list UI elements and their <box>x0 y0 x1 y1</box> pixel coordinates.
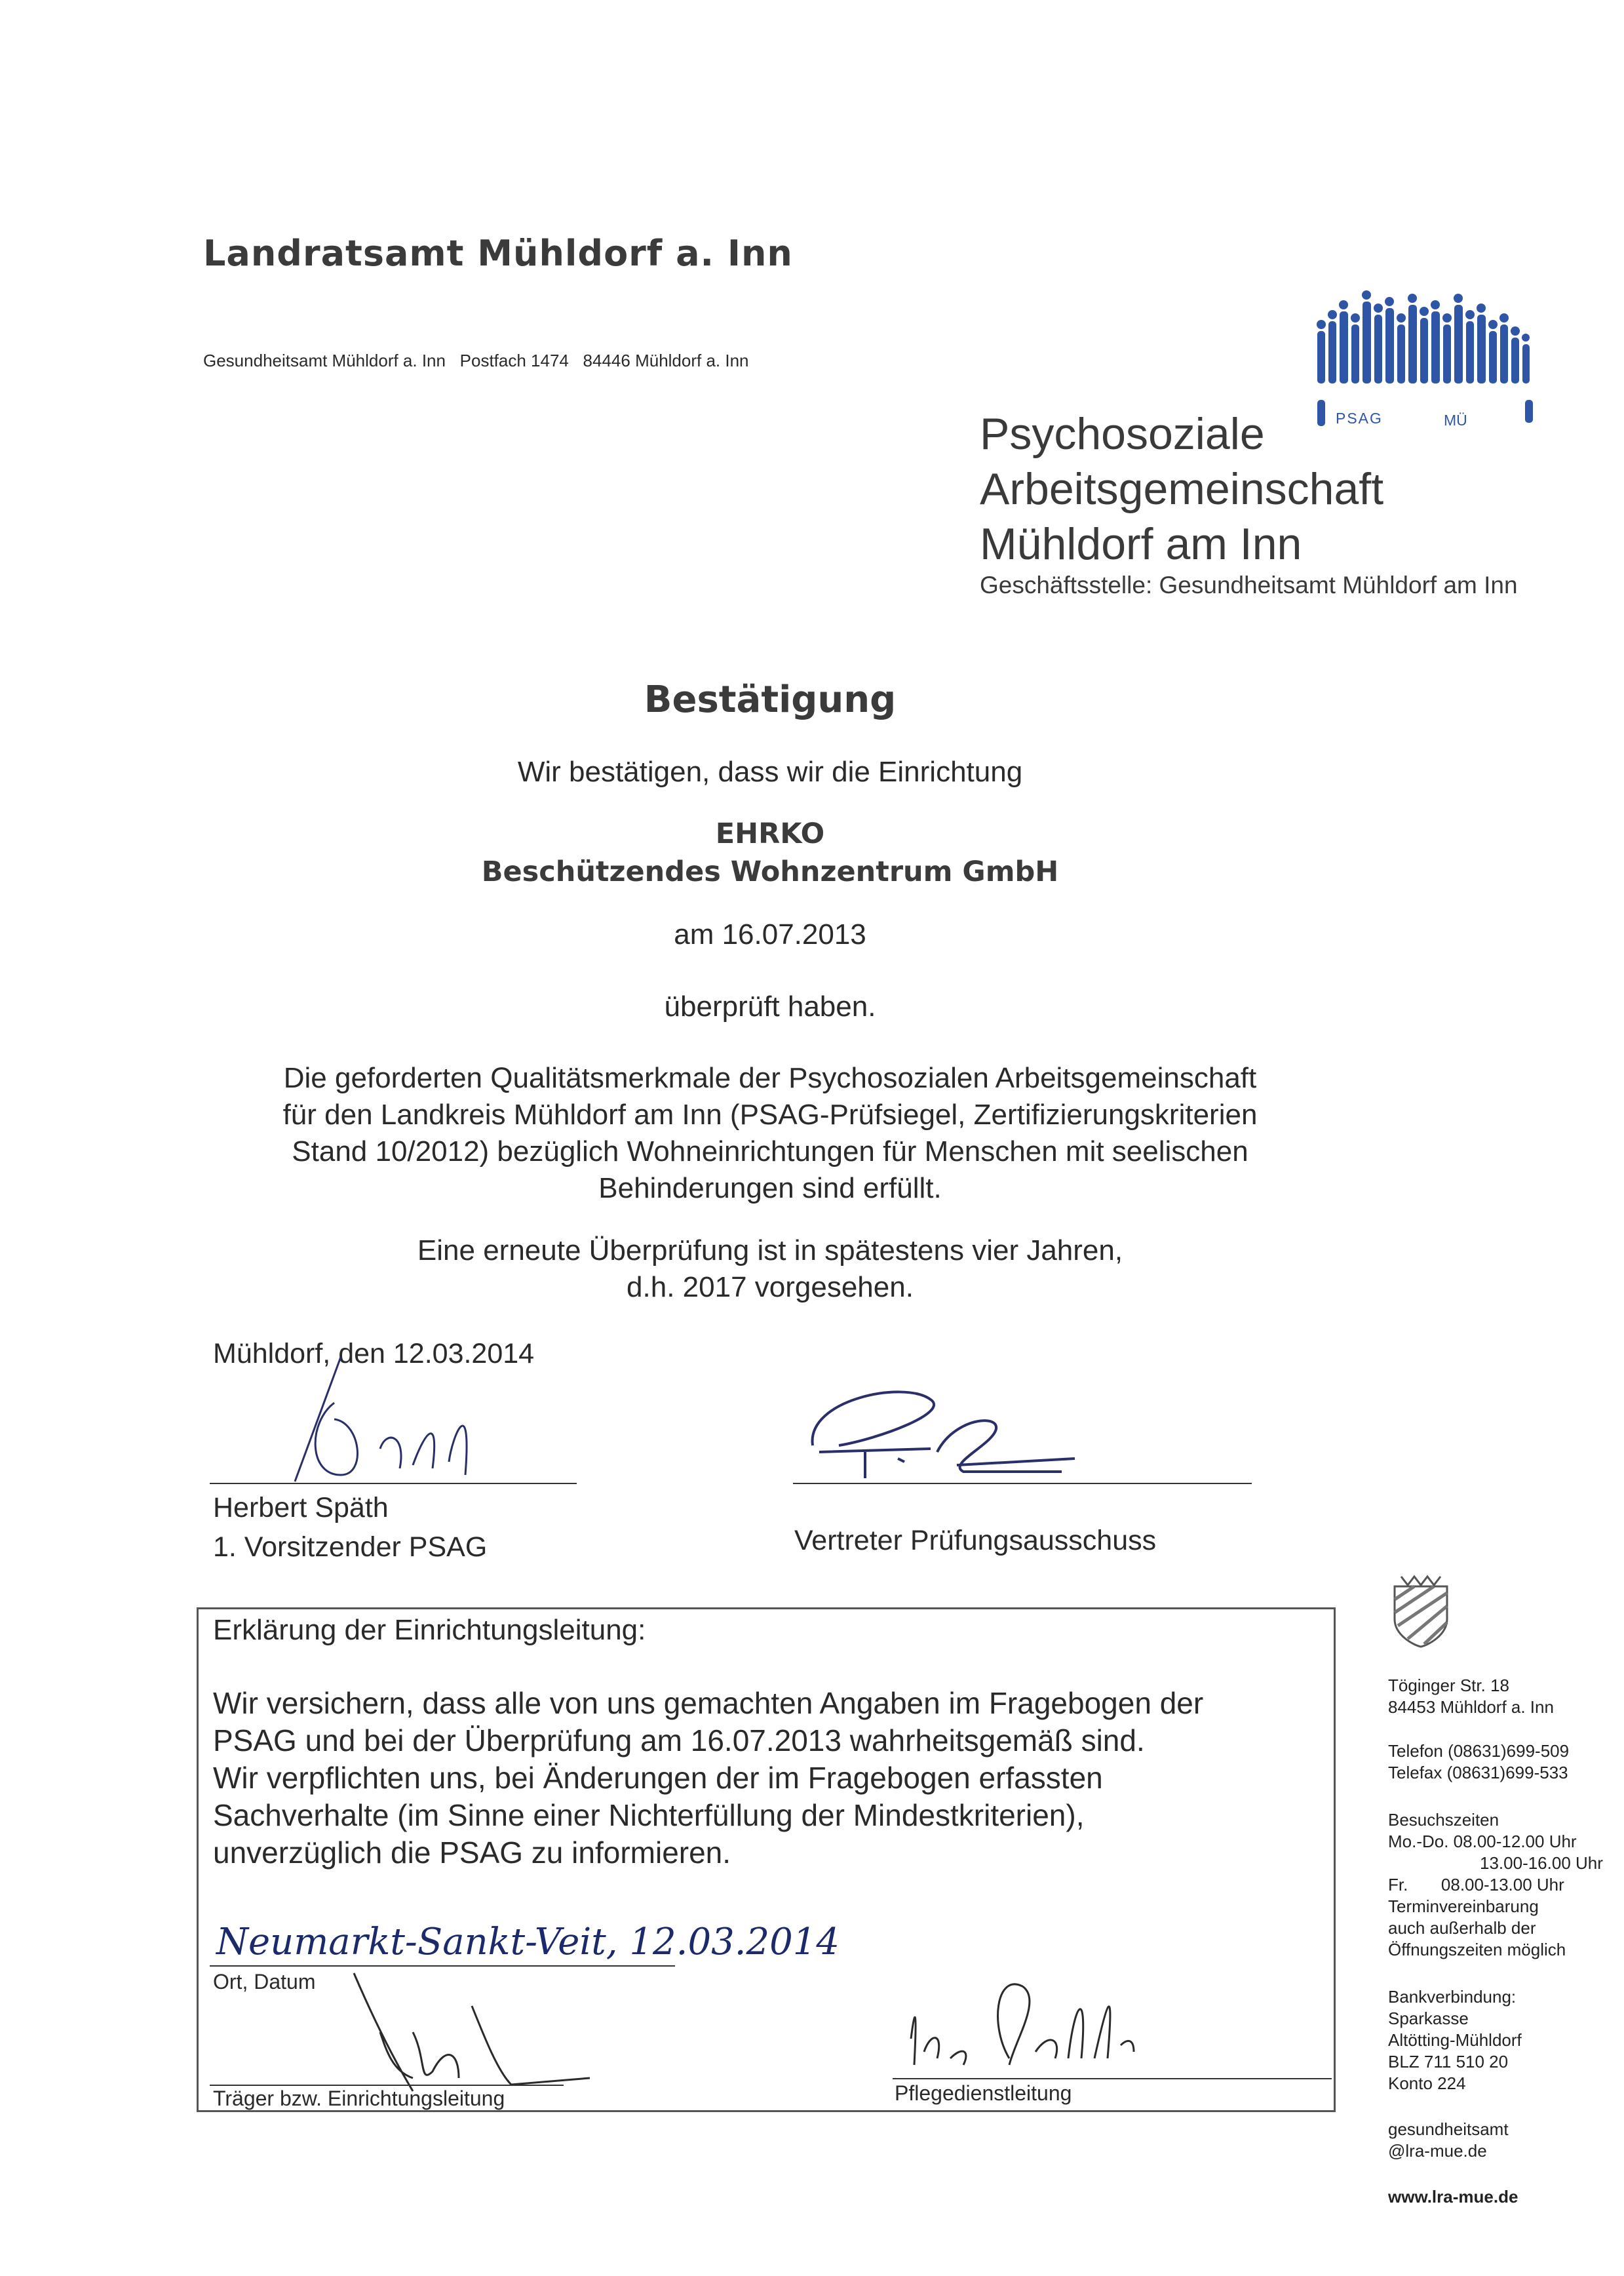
signature-left <box>282 1350 518 1495</box>
psag-name-line: Arbeitsgemeinschaft <box>980 464 1384 514</box>
criteria-line: Behinderungen sind erfüllt. <box>598 1172 942 1204</box>
signature-line-carrier <box>210 2085 564 2086</box>
criteria-line: Stand 10/2012) bezüglich Wohneinrichtungen für Menschen mit seelischen <box>292 1135 1248 1167</box>
signature-carrier <box>315 1967 609 2098</box>
sidebar-line: Bankverbindung: <box>1388 1987 1517 2007</box>
nursing-label: Pflegedienstleitung <box>895 2081 1072 2105</box>
signatory-left <box>213 1488 487 1567</box>
sidebar-line: Konto 224 <box>1388 2073 1466 2093</box>
sidebar-line: Mo.-Do. 08.00-12.00 Uhr <box>1388 1832 1577 1851</box>
psag-name-line: Psychosoziale <box>980 409 1265 459</box>
declaration-line: Sachverhalte (im Sinne einer Nichterfüllung der Mindestkriterien), <box>213 1798 1085 1832</box>
mue-logo-tag: MÜ <box>1444 412 1467 429</box>
sidebar-line: @lra-mue.de <box>1388 2141 1487 2161</box>
sidebar-email <box>1388 2119 1509 2162</box>
sidebar-line: auch außerhalb der <box>1388 1918 1536 1938</box>
carrier-label: Träger bzw. Einrichtungsleitung <box>213 2087 505 2110</box>
authority-heading: Landratsamt Mühldorf a. Inn <box>203 233 793 274</box>
sidebar-address <box>1388 1675 1554 1718</box>
psag-office: Geschäftsstelle: Gesundheitsamt Mühldorf am Inn <box>980 572 1518 598</box>
declaration-line: Wir verpflichten uns, bei Änderungen der im Fragebogen erfassten <box>213 1761 1103 1795</box>
handwritten-place-date: Neumarkt-Sankt-Veit, 12.03.2014 <box>216 1921 840 1963</box>
sidebar-line: BLZ 711 510 20 <box>1388 2052 1509 2071</box>
sidebar-line: Fr. 08.00-13.00 Uhr <box>1388 1875 1564 1894</box>
signature-nursing <box>898 1960 1160 2071</box>
checked-line: überprüft haben. <box>664 991 876 1023</box>
place-date-label: Ort, Datum <box>213 1970 316 1993</box>
signature-line-left <box>210 1483 577 1484</box>
sidebar-line: Besuchszeiten <box>1388 1810 1499 1830</box>
sidebar-website: www.lra-mue.de <box>1388 2187 1518 2207</box>
sidebar-line: 84453 Mühldorf a. Inn <box>1388 1697 1554 1717</box>
signature-right <box>800 1373 1088 1485</box>
signature-line-nursing <box>893 2078 1332 2079</box>
sidebar-line: Öffnungszeiten möglich <box>1388 1940 1566 1959</box>
psag-logo-tag: PSAG <box>1336 410 1383 427</box>
signatory-right-role: Vertreter Prüfungsausschuss <box>794 1525 1157 1556</box>
sidebar-hours <box>1388 1809 1603 1961</box>
declaration-line: Wir versichern, dass alle von uns gemachten Angaben im Fragebogen der <box>213 1686 1204 1720</box>
sidebar-line: Altötting-Mühldorf <box>1388 2030 1522 2050</box>
declaration-title: Erklärung der Einrichtungsleitung: <box>213 1614 646 1646</box>
declaration-line: unverzüglich die PSAG zu informieren. <box>213 1835 731 1870</box>
signatory-role: 1. Vorsitzender PSAG <box>213 1531 488 1563</box>
signatory-name: Herbert Späth <box>213 1492 389 1523</box>
sidebar-line: gesundheitsamt <box>1388 2119 1509 2139</box>
psag-name-line: Mühldorf am Inn <box>980 519 1302 569</box>
signature-line-right <box>793 1483 1252 1484</box>
sidebar-line: 13.00-16.00 Uhr <box>1480 1853 1603 1873</box>
next-check-line: Eine erneute Überprüfung ist in spätestens vier Jahren, <box>417 1234 1123 1266</box>
criteria-line: Die geforderten Qualitätsmerkmale der Psychosozialen Arbeitsgemeinschaft <box>283 1062 1257 1094</box>
sidebar-line: Terminvereinbarung <box>1388 1896 1539 1916</box>
authority-address: Gesundheitsamt Mühldorf a. Inn Postfach 1474 84446 Mühldorf a. Inn <box>203 351 749 370</box>
bavarian-coat-of-arms-icon <box>1388 1573 1454 1649</box>
criteria-paragraph <box>0 1060 1540 1207</box>
declaration-line: PSAG und bei der Überprüfung am 16.07.2013 wahrheitsgemäß sind. <box>213 1723 1145 1757</box>
sidebar-line: Telefax (08631)699-533 <box>1388 1763 1568 1782</box>
next-check-paragraph <box>0 1232 1540 1306</box>
facility-name: EHRKO <box>715 817 825 850</box>
sidebar-line: Töginger Str. 18 <box>1388 1676 1509 1695</box>
next-check-line: d.h. 2017 vorgesehen. <box>627 1271 914 1303</box>
intro-line: Wir bestätigen, dass wir die Einrichtung <box>517 756 1023 788</box>
facility-name-2: Beschützendes Wohnzentrum GmbH <box>481 855 1059 888</box>
psag-name <box>980 406 1383 572</box>
document-title: Bestätigung <box>644 678 897 721</box>
sidebar-line: Telefon (08631)699-509 <box>1388 1741 1570 1761</box>
inspection-date: am 16.07.2013 <box>674 918 866 951</box>
sidebar-phone <box>1388 1740 1569 1784</box>
declaration-body <box>213 1685 1327 1872</box>
place-date: Mühldorf, den 12.03.2014 <box>213 1338 535 1369</box>
criteria-line: für den Landkreis Mühldorf am Inn (PSAG-Prüfsiegel, Zertifizierungskriterien <box>282 1099 1258 1131</box>
sidebar-bank <box>1388 1986 1522 2094</box>
sidebar-line: Sparkasse <box>1388 2009 1469 2028</box>
